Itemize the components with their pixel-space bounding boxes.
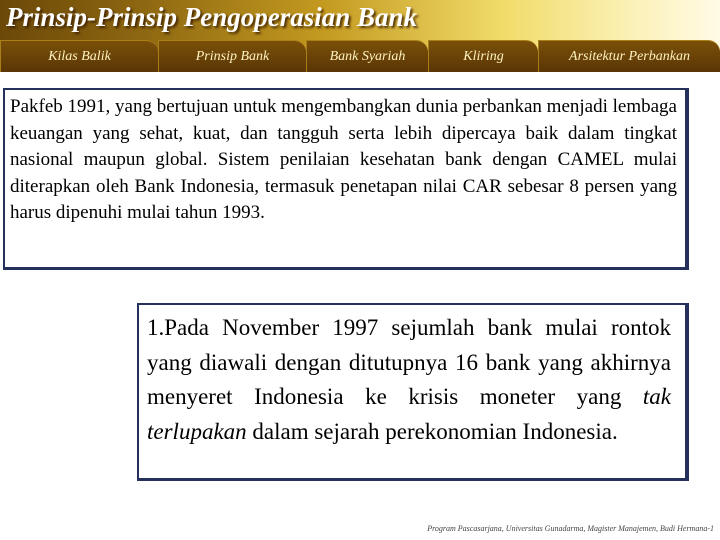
paragraph-1997-emphasis: tak terlupakan xyxy=(147,384,671,444)
nav-tab-bank-syariah[interactable]: Bank Syariah xyxy=(306,40,428,72)
nav-tab-kilas-balik[interactable]: Kilas Balik xyxy=(0,40,158,72)
nav-tab-prinsip-bank[interactable]: Prinsip Bank xyxy=(158,40,306,72)
page-title: Prinsip-Prinsip Pengoperasian Bank xyxy=(6,2,418,32)
nav-tab-kliring[interactable]: Kliring xyxy=(428,40,538,72)
nav-tab-arsitektur-perbankan[interactable]: Arsitektur Perbankan xyxy=(538,40,720,72)
paragraph-1997-part-2: dalam sejarah perekonomian Indonesia. xyxy=(246,418,618,444)
nav-bar xyxy=(0,40,720,72)
paragraph-1997-part-1: 1.Pada November 1997 sejumlah bank mulai rontok yang diawali dengan ditutupnya 16 bank yang akhirnya menyeret Indonesia ke krisis moneter yang xyxy=(147,315,671,409)
header-banner xyxy=(0,0,720,72)
paragraph-1991: Pakfeb 1991, yang bertujuan untuk mengembangkan dunia perbankan menjadi lembaga keuangan yang sehat, kuat, dan tangguh serta lebih dipercaya baik dalam tingkat nasional maupun global. Sistem penilaian kesehatan bank dengan CAMEL mulai diterapkan oleh Bank Indonesia, termasuk penetapan nilai CAR sebesar 8 persen yang harus dipenuhi mulai tahun 1993. xyxy=(10,96,677,223)
text-box-1997 xyxy=(137,303,689,481)
paragraph-1997 xyxy=(147,311,671,449)
footer-credit: Program Pascasarjana, Universitas Gunadarma, Magister Manajemen, Budi Hermana-1 xyxy=(427,524,714,533)
text-box-1991 xyxy=(3,88,689,270)
